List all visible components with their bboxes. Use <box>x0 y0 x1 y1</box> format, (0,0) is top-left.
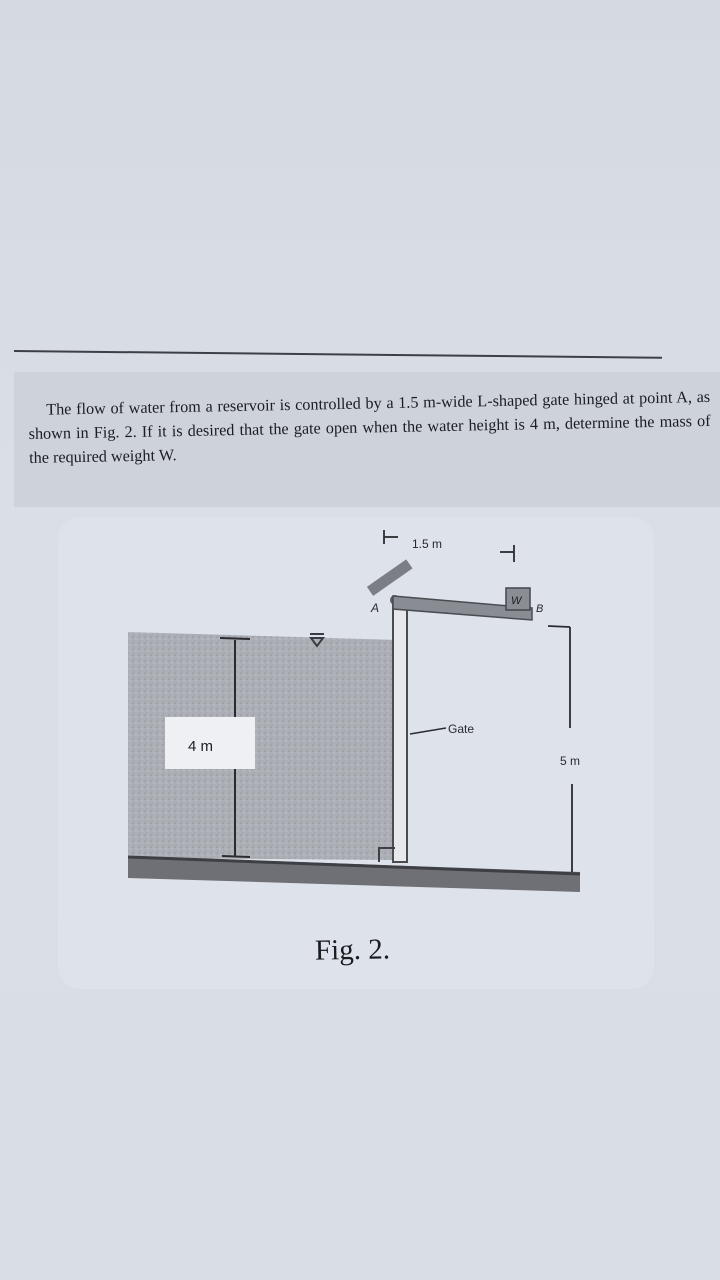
hinge-label-a: A <box>371 601 380 615</box>
problem-statement: The flow of water from a reservoir is controlled by a 1.5 m-wide L-shaped gate hinged at point A, as shown in Fig. 2. If it is desired that the gate open when the water height is 4 m, determine the mass of the required weight W. <box>28 387 711 467</box>
arm-length-label: 1.5 m <box>412 537 443 551</box>
figure-caption: Fig. 2. <box>314 933 391 967</box>
weight-label: W <box>511 595 522 607</box>
gate-height-label: 5 m <box>560 754 581 768</box>
water-height-dim-bottom-tick <box>222 856 250 857</box>
gate-label-leader <box>410 728 446 734</box>
water-height-dim-top-tick <box>220 638 250 639</box>
gate-label: Gate <box>448 722 475 736</box>
end-point-label-b: B <box>536 603 544 615</box>
ground-base <box>128 856 580 892</box>
water-height-label: 4 m <box>188 738 214 755</box>
gate-height-dim-top-tick <box>548 626 570 627</box>
gate-vertical-leg <box>393 600 407 862</box>
